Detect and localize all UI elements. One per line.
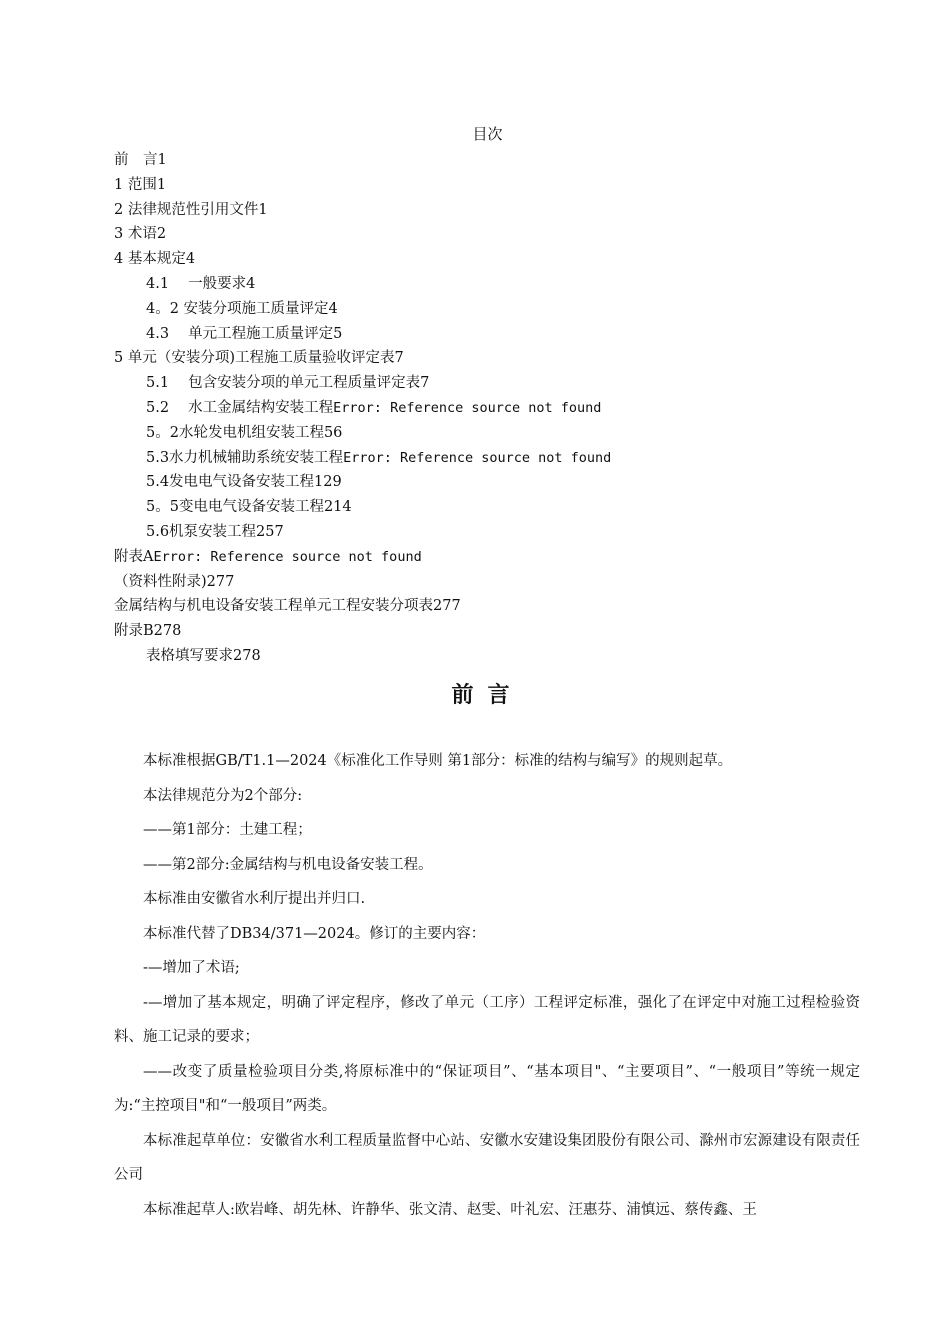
toc-entry-label: 5.2 水工金属结构安装工程 [146,399,334,416]
toc-entry-5-1[interactable]: 5.1 包含安装分项的单元工程质量评定表7 [146,375,430,392]
toc-entry-informative-appendix[interactable]: （资料性附录)277 [114,573,235,590]
preface-paragraph: 本标准起草单位：安徽省水利工程质量监督中心站、安徽水安建设集团股份有限公司、滁州市宏源建设有限责任公司 [114,1132,860,1183]
preface-paragraph: ——第2部分:金属结构与机电设备安装工程。 [143,856,433,873]
preface-body [114,744,860,1227]
preface-paragraph: 本标准由安徽省水利厅提出并归口. [143,891,366,907]
toc-entry-appendix-b[interactable]: 附录B278 [114,623,182,640]
toc-entry-form-requirements[interactable]: 表格填写要求278 [146,647,261,664]
toc-entry-5[interactable]: 5 单元（安装分项)工程施工质量验收评定表7 [114,350,404,367]
toc-entry-5-2-metal[interactable] [114,396,874,421]
preface-paragraph: -—增加了基本规定，明确了评定程序，修改了单元（工序）工程评定标准，强化了在评定中对施工过程检验资料、施工记录的要求； [114,994,860,1045]
toc-entry-basic-rules[interactable]: 4 基本规定4 [114,251,196,268]
reference-error: Error: Reference source not found [153,548,422,565]
preface-paragraph: 本标准根据GB/T1.1—2024《标准化工作导则 第1部分：标准的结构与编写》的规则起草。 [143,753,733,769]
toc-entry-install-table[interactable]: 金属结构与机电设备安装工程单元工程安装分项表277 [114,598,461,615]
table-of-contents [114,148,874,669]
preface-heading: 前言 [451,682,524,708]
preface-paragraph: 本标准起草人:欧岩峰、胡先林、许静华、张文清、赵雯、叶礼宏、汪惠芬、浦慎远、蔡传鑫、王 [143,1201,757,1218]
preface-paragraph: 本法律规范分为2个部分: [143,787,303,804]
toc-title: 目次 [472,125,503,143]
toc-entry-label: 5.3水力机械辅助系统安装工程 [146,449,344,466]
toc-entry-5-3[interactable] [114,446,874,471]
preface-paragraph: ——第1部分：土建工程； [143,822,312,838]
toc-entry-appendix-a[interactable] [114,545,874,570]
toc-entry-4-3[interactable]: 4.3 单元工程施工质量评定5 [146,325,343,342]
preface-paragraph: ——改变了质量检验项目分类,将原标准中的“保证项目”、“基本项目"、“主要项目”、“一般项目”等统一规定为:“主控项目"和“一般项目”两类。 [114,1063,860,1114]
preface-paragraph: -—增加了术语; [143,960,240,976]
preface-paragraph: 本标准代替了DB34/371—2024。修订的主要内容： [143,925,486,942]
toc-entry-terms[interactable]: 3 术语2 [114,226,167,243]
toc-entry-5-6[interactable]: 5.6机泵安装工程257 [146,523,284,540]
toc-entry-scope[interactable]: 1 范围1 [114,176,167,193]
toc-entry-5-2-turbine[interactable]: 5。2水轮发电机组安装工程56 [146,424,343,441]
toc-entry-label: 附表A [114,548,154,565]
toc-entry-preface[interactable]: 前 言1 [114,152,167,168]
reference-error: Error: Reference source not found [343,449,612,466]
toc-entry-4-1[interactable]: 4.1 一般要求4 [146,275,256,292]
reference-error: Error: Reference source not found [333,399,602,416]
toc-entry-4-2[interactable]: 4。2 安装分项施工质量评定4 [146,300,338,317]
toc-entry-5-4[interactable]: 5.4发电电气设备安装工程129 [146,474,342,491]
toc-entry-5-5[interactable]: 5。5变电电气设备安装工程214 [146,499,352,516]
toc-entry-normative-references[interactable]: 2 法律规范性引用文件1 [114,201,268,218]
